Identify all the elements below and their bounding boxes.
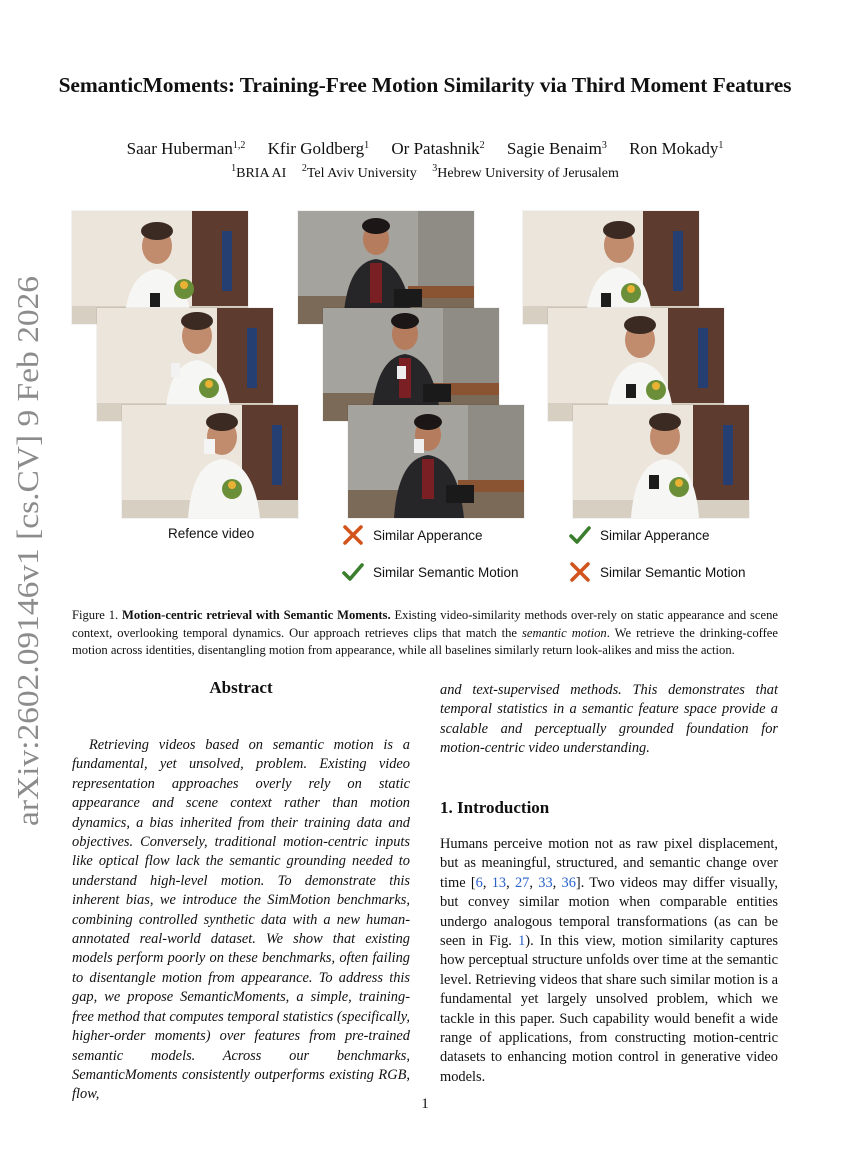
abstract-continuation: and text-supervised methods. This demonstrates that temporal statistics in a semantic feature space provide a scalable and perceptually grounded foundation for motion-centric video understanding. bbox=[440, 682, 778, 757]
introduction-body: Humans perceive motion not as raw pixel displacement, but as meaningful, structured, and semantic change over time [6, 13, 27, 33, 36]. Two videos may differ visually, but convey similar motion when comparable entities undergo analogous temporal transformations (as can be seen in Fig. 1). In this view, motion similarity captures how perceptual structure unfolds over time at the semantic level. Retrieving videos that share such similar motion is a fundamental yet largely unsolved problem, which we tackle in this paper. Such capability would benefit a wide range of applications, from constructing motion-centric datasets to enhancing motion control in generative video models. bbox=[440, 836, 779, 1085]
cross-icon bbox=[569, 561, 591, 583]
citation-link[interactable]: 36 bbox=[561, 874, 576, 891]
affiliation: $^2$Tel Aviv University bbox=[301, 163, 417, 181]
citation-link[interactable]: 6 bbox=[475, 874, 483, 891]
appearance-match-frame bbox=[573, 405, 749, 518]
arxiv-stamp bbox=[6, 270, 50, 830]
author: Saar Huberman$^{1,2}$ bbox=[126, 139, 246, 158]
check-icon bbox=[342, 561, 364, 583]
author: Sagie Benaim$^3$ bbox=[506, 139, 607, 158]
abstract-body: Retrieving videos based on semantic motion is a fundamental, yet unsolved, problem. Existing video representation approaches overly rely on static appearance and scene context rather than motion dynamics, a bias inherited from their training data and objectives. Conversely, traditional motion-centric inputs like optical flow lack the semantic grounding needed to understand high-level motion. To demonstrate this inherent bias, we introduce the SimMotion benchmarks, combining controlled synthetic data with a new human-annotated real-world dataset. We show that existing models perform poorly on these benchmarks, often failing to disentangle motion from appearance. To address this gap, we propose SemanticMoments, a simple, training-free method that computes temporal statistics (specifically, higher-order moments) over features from pre-trained semantic models. Across our benchmarks, SemanticMoments consistently outperforms existing RGB, flow, bbox=[72, 737, 410, 1103]
author-list bbox=[40, 139, 810, 159]
affiliation: $^1$BRIA AI bbox=[231, 163, 287, 181]
middle-motion-label: Similar Semantic Motion bbox=[342, 561, 519, 583]
figure-link[interactable]: 1 bbox=[518, 933, 526, 950]
middle-appearance-label: Similar Apperance bbox=[342, 524, 483, 546]
reference-label: Refence video bbox=[168, 526, 255, 541]
right-motion-label: Similar Semantic Motion bbox=[569, 561, 746, 583]
citation-link[interactable]: 33 bbox=[538, 874, 553, 891]
figure-1 bbox=[72, 211, 762, 521]
author: Or Patashnik$^2$ bbox=[391, 139, 485, 158]
abstract-heading: Abstract bbox=[209, 678, 273, 697]
author: Kfir Goldberg$^1$ bbox=[267, 139, 370, 158]
author: Ron Mokady$^1$ bbox=[629, 139, 724, 158]
citation-link[interactable]: 13 bbox=[491, 874, 507, 891]
right-appearance-label: Similar Apperance bbox=[569, 524, 710, 546]
reference-frame bbox=[122, 405, 298, 518]
figure-caption: Figure 1. Motion-centric retrieval with Semantic Moments. Existing video-similarity methods over-rely on static appearance and scene context, overlooking temporal dynamics. Our approach retrieves clips that match the semantic motion. We retrieve the drinking-coffee motion across identities, disentangling motion from appearance, while all baselines similarly return look-alikes and miss the action. bbox=[72, 608, 778, 657]
citation-link[interactable]: 27 bbox=[514, 874, 530, 891]
affiliation-list bbox=[40, 163, 810, 182]
paper-title: SemanticMoments: Training-Free Motion Similarity via Third Moment Features bbox=[58, 73, 792, 97]
arxiv-stamp-text: arXiv:2602.09146v1 [cs.CV] 9 Feb 2026 bbox=[10, 316, 45, 826]
affiliation: $^3$Hebrew University of Jerusalem bbox=[432, 163, 619, 181]
check-icon bbox=[569, 524, 591, 546]
motion-match-frame bbox=[348, 405, 524, 518]
introduction-heading: 1. Introduction bbox=[440, 798, 550, 817]
cross-icon bbox=[342, 524, 364, 546]
page-number: 1 bbox=[421, 1096, 429, 1112]
